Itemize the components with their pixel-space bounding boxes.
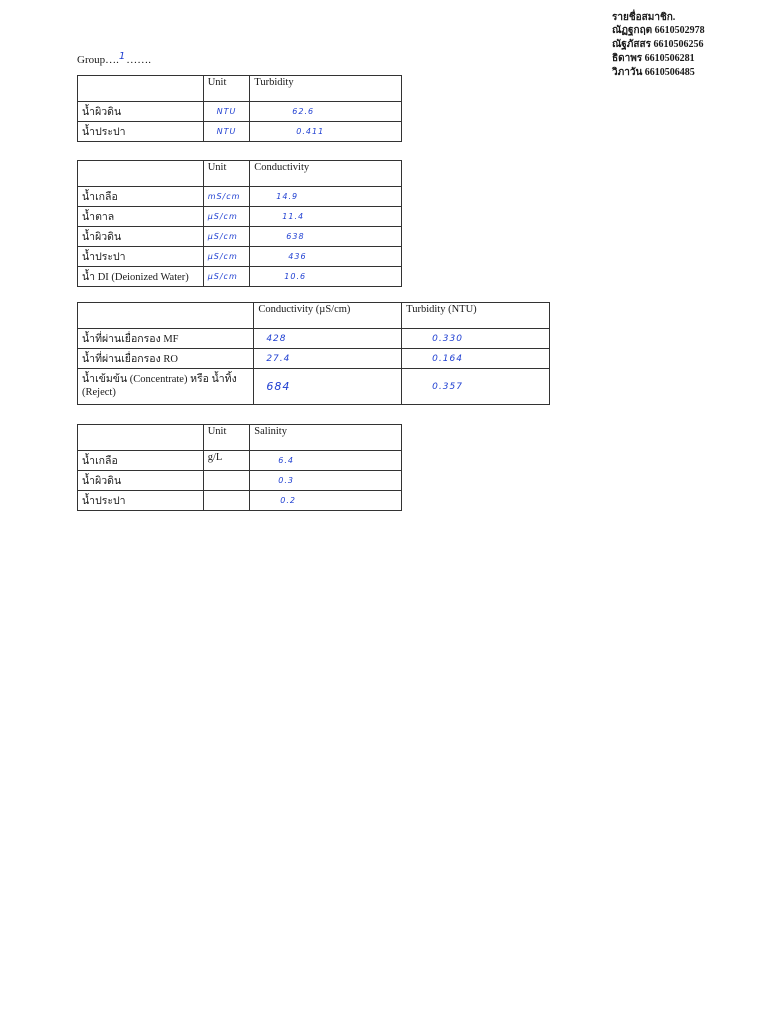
sample-cell: น้ำที่ผ่านเยื่อกรอง MF <box>78 329 254 349</box>
group-label: Group…. <box>77 54 119 66</box>
header-cell: Turbidity (NTU) <box>402 303 550 329</box>
table-row <box>78 491 402 511</box>
header-cell: Unit <box>203 76 250 102</box>
member-list <box>612 12 705 80</box>
group-trail: ……. <box>126 54 151 66</box>
table-row <box>78 267 402 287</box>
handwritten-value: 0.2 <box>280 496 297 505</box>
handwritten-unit: µS/cm <box>207 252 238 261</box>
header-cell: Unit <box>203 161 250 187</box>
table-row <box>78 187 402 207</box>
handwritten-unit: mS/cm <box>207 192 241 201</box>
handwritten-value: 62.6 <box>292 107 315 116</box>
header-cell <box>78 303 254 329</box>
sample-cell: น้ำที่ผ่านเยื่อกรอง RO <box>78 349 254 369</box>
conductivity-table <box>77 160 402 287</box>
header-cell: Unit <box>203 425 250 451</box>
unit-cell <box>203 187 250 207</box>
handwritten-value: 0.357 <box>432 381 463 392</box>
value-cell <box>250 102 402 122</box>
unit-cell <box>203 267 250 287</box>
header-cell <box>78 76 204 102</box>
value-cell <box>402 349 550 369</box>
unit-cell <box>203 471 250 491</box>
sample-cell: น้ำประปา <box>78 122 204 142</box>
handwritten-value: 0.164 <box>432 353 463 364</box>
value-cell <box>250 227 402 247</box>
unit-cell: g/L <box>203 451 250 471</box>
value-cell <box>254 349 402 369</box>
handwritten-unit: µS/cm <box>207 272 238 281</box>
table-row <box>78 349 550 369</box>
membrane-table <box>77 302 550 405</box>
member-list-title: รายชื่อสมาชิก. <box>612 12 676 23</box>
member-name: ธิดาพร 6610506281 <box>612 53 695 64</box>
handwritten-value: 14.9 <box>276 192 299 201</box>
unit-cell <box>203 122 250 142</box>
value-cell <box>250 267 402 287</box>
unit-cell <box>203 227 250 247</box>
sample-cell: น้ำผิวดิน <box>78 102 204 122</box>
value-cell <box>250 491 402 511</box>
value-cell <box>250 207 402 227</box>
unit-cell <box>203 102 250 122</box>
value-cell <box>402 329 550 349</box>
handwritten-value: 11.4 <box>282 212 305 221</box>
handwritten-unit: µS/cm <box>207 232 238 241</box>
sample-cell: น้ำเกลือ <box>78 187 204 207</box>
sample-cell: น้ำผิวดิน <box>78 471 204 491</box>
value-cell <box>250 247 402 267</box>
group-number: 1 <box>118 51 127 62</box>
table-header-row <box>78 76 402 102</box>
header-cell: Salinity <box>250 425 402 451</box>
header-cell <box>78 425 204 451</box>
handwritten-value: 428 <box>266 333 287 344</box>
table-header-row <box>78 303 550 329</box>
unit-cell <box>203 207 250 227</box>
value-cell <box>250 122 402 142</box>
handwritten-value: 10.6 <box>284 272 307 281</box>
table-row <box>78 122 402 142</box>
handwritten-value: 6.4 <box>278 456 295 465</box>
member-name: ณัฐภัสสร 6610506256 <box>612 39 704 50</box>
table-row <box>78 329 550 349</box>
handwritten-value: 0.3 <box>278 476 295 485</box>
handwritten-unit: NTU <box>216 107 237 116</box>
member-name: ณัฏฐกฤต 6610502978 <box>612 25 705 36</box>
header-cell: Conductivity (µS/cm) <box>254 303 402 329</box>
salinity-table <box>77 424 402 511</box>
member-name: วิภาวัน 6610506485 <box>612 67 695 78</box>
value-cell <box>250 187 402 207</box>
handwritten-value: 436 <box>288 252 307 261</box>
value-cell <box>250 471 402 491</box>
sample-cell: น้ำตาล <box>78 207 204 227</box>
header-cell <box>78 161 204 187</box>
sample-cell: น้ำ DI (Deionized Water) <box>78 267 204 287</box>
sample-cell: น้ำเกลือ <box>78 451 204 471</box>
table-row <box>78 451 402 471</box>
unit-cell <box>203 491 250 511</box>
handwritten-value: 27.4 <box>266 353 291 364</box>
header-cell: Turbidity <box>250 76 402 102</box>
handwritten-unit: µS/cm <box>207 212 238 221</box>
table-row <box>78 369 550 405</box>
sample-cell: น้ำผิวดิน <box>78 227 204 247</box>
handwritten-unit: NTU <box>216 127 237 136</box>
table-row <box>78 471 402 491</box>
table-header-row <box>78 425 402 451</box>
turbidity-table <box>77 75 402 142</box>
table-header-row <box>78 161 402 187</box>
sample-cell: น้ำประปา <box>78 491 204 511</box>
table-row <box>78 247 402 267</box>
handwritten-value: 638 <box>286 232 305 241</box>
table-row <box>78 102 402 122</box>
unit-cell <box>203 247 250 267</box>
value-cell <box>402 369 550 405</box>
value-cell <box>254 329 402 349</box>
table-row <box>78 227 402 247</box>
handwritten-value: 0.411 <box>296 127 325 136</box>
value-cell <box>254 369 402 405</box>
group-line <box>77 51 151 66</box>
sample-cell: น้ำประปา <box>78 247 204 267</box>
header-cell: Conductivity <box>250 161 402 187</box>
handwritten-value: 684 <box>266 380 291 393</box>
table-row <box>78 207 402 227</box>
value-cell <box>250 451 402 471</box>
handwritten-value: 0.330 <box>432 333 463 344</box>
sample-cell: น้ำเข้มข้น (Concentrate) หรือ น้ำทิ้ง (Reject) <box>78 369 254 405</box>
